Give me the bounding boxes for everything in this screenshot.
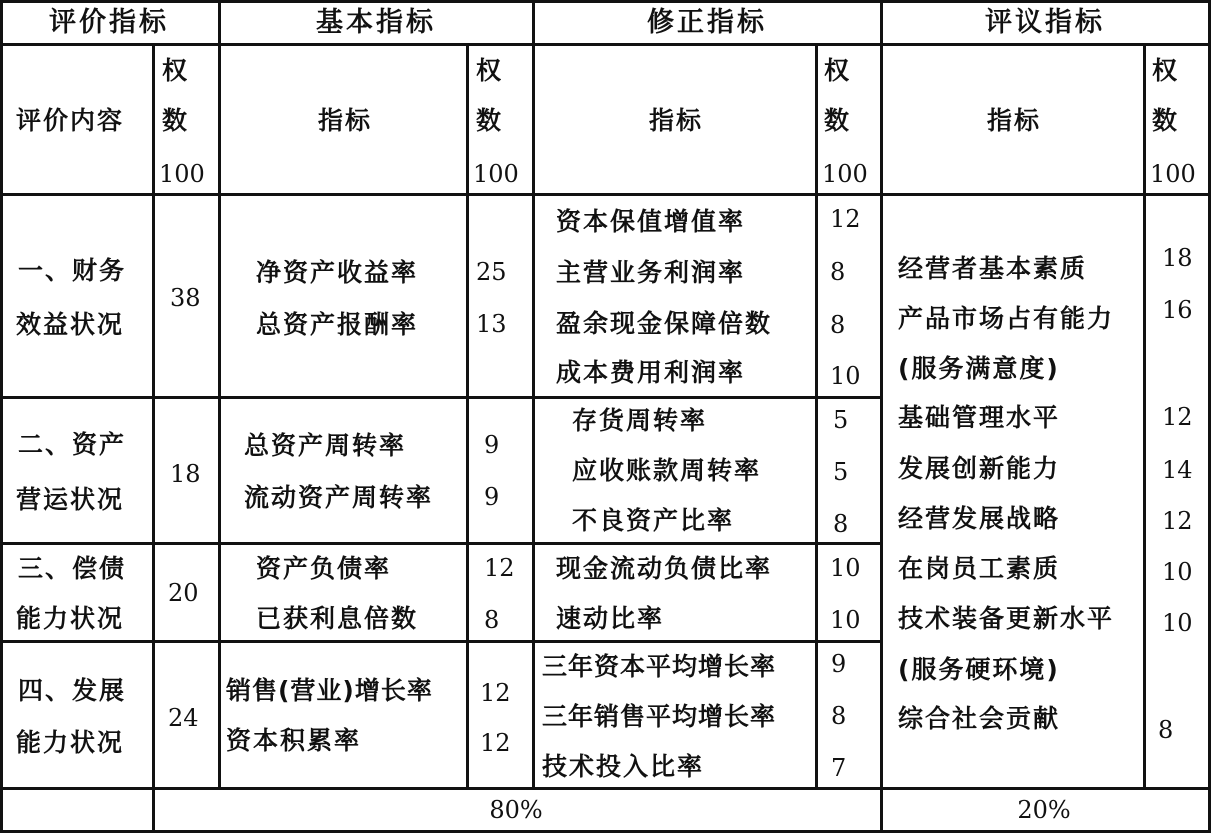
basic-indicator-weight: 12	[480, 679, 511, 707]
revised-indicator-weight: 5	[833, 406, 849, 434]
header-evaluation-indicator: 评价指标	[49, 7, 169, 38]
category-weight: 38	[170, 284, 201, 312]
deliberation-indicator-name: 产品市场占有能力	[898, 304, 1115, 333]
revised-indicator-weight: 9	[831, 650, 847, 678]
rule-left	[0, 0, 3, 833]
rule-footer	[0, 787, 1211, 790]
rule-col-3	[466, 43, 469, 787]
rule-row-1	[0, 396, 882, 399]
category-label: 一、财务	[18, 256, 127, 285]
deliberation-indicator-name: 基础管理水平	[898, 403, 1061, 432]
quantitative-share: 80%	[489, 796, 543, 824]
deliberation-indicator-name: (服务硬环境)	[898, 655, 1060, 684]
basic-indicator-weight: 13	[476, 310, 507, 338]
category-weight: 18	[170, 460, 201, 488]
revised-indicator-name: 三年销售平均增长率	[542, 702, 777, 731]
revised-indicator-name: 三年资本平均增长率	[542, 652, 777, 681]
basic-indicator-weight: 25	[476, 258, 507, 286]
basic-indicator-name: 已获利息倍数	[256, 604, 419, 633]
subheader-weight-char: 权	[1152, 56, 1180, 85]
deliberation-indicator-name: 经营发展战略	[898, 504, 1061, 533]
rule-header	[0, 43, 1211, 46]
deliberation-indicator-name: 经营者基本素质	[898, 254, 1088, 283]
revised-indicator-name: 应收账款周转率	[572, 456, 762, 485]
category-label: 四、发展	[18, 676, 127, 705]
subheader-revised-indicator: 指标	[648, 106, 704, 135]
deliberation-indicator-name: 发展创新能力	[898, 454, 1061, 483]
category-label: 营运状况	[16, 485, 125, 514]
revised-indicator-weight: 7	[831, 754, 847, 782]
subheader-weight-char: 权	[476, 56, 504, 85]
rule-col-1	[152, 43, 155, 833]
basic-indicator-weight: 12	[480, 729, 511, 757]
rule-col-7	[1143, 43, 1146, 787]
revised-indicator-name: 盈余现金保障倍数	[556, 309, 773, 338]
rule-col-4	[532, 0, 535, 787]
category-weight: 20	[168, 579, 199, 607]
deliberation-indicator-weight: 12	[1162, 403, 1193, 431]
basic-indicator-weight: 9	[484, 483, 500, 511]
deliberation-indicator-weight: 12	[1162, 507, 1193, 535]
revised-indicator-weight: 8	[830, 258, 846, 286]
revised-indicator-weight: 8	[830, 311, 846, 339]
basic-indicator-name: 总资产周转率	[244, 431, 407, 460]
header-basic-indicator: 基本指标	[316, 7, 436, 38]
rule-row-3	[0, 640, 882, 643]
revised-indicator-name: 速动比率	[556, 604, 665, 633]
subheader-weight-total: 100	[159, 160, 205, 188]
rule-col-6	[880, 0, 883, 833]
category-label: 能力状况	[16, 728, 125, 757]
revised-indicator-name: 技术投入比率	[542, 752, 705, 781]
revised-indicator-weight: 10	[830, 606, 861, 634]
rule-col-2	[218, 0, 221, 787]
revised-indicator-weight: 8	[831, 702, 847, 730]
revised-indicator-weight: 5	[833, 458, 849, 486]
subheader-deliberation-indicator: 指标	[986, 106, 1042, 135]
basic-indicator-weight: 8	[484, 606, 500, 634]
subheader-weight-char: 数	[162, 106, 190, 135]
basic-indicator-weight: 12	[484, 554, 515, 582]
deliberation-indicator-weight: 18	[1162, 244, 1193, 272]
category-label: 能力状况	[16, 604, 125, 633]
basic-indicator-name: 销售(营业)增长率	[226, 676, 433, 705]
subheader-weight-char: 权	[824, 56, 852, 85]
subheader-weight-total: 100	[822, 160, 868, 188]
rule-col-5	[815, 43, 818, 787]
basic-indicator-name: 资产负债率	[256, 554, 392, 583]
subheader-evaluation-content: 评价内容	[16, 106, 125, 135]
qualitative-share: 20%	[1017, 796, 1071, 824]
deliberation-indicator-weight: 14	[1162, 456, 1193, 484]
revised-indicator-name: 存货周转率	[572, 406, 708, 435]
deliberation-indicator-name: 综合社会贡献	[898, 704, 1061, 733]
revised-indicator-weight: 12	[830, 205, 861, 233]
category-label: 三、偿债	[18, 554, 127, 583]
basic-indicator-name: 总资产报酬率	[256, 310, 419, 339]
revised-indicator-weight: 8	[833, 510, 849, 538]
revised-indicator-name: 现金流动负债比率	[556, 554, 773, 583]
deliberation-indicator-name: (服务满意度)	[898, 354, 1060, 383]
basic-indicator-name: 流动资产周转率	[244, 483, 434, 512]
deliberation-indicator-weight: 16	[1162, 296, 1193, 324]
revised-indicator-weight: 10	[830, 362, 861, 390]
revised-indicator-name: 成本费用利润率	[556, 358, 746, 387]
subheader-weight-char: 数	[824, 106, 852, 135]
category-label: 效益状况	[16, 310, 125, 339]
subheader-weight-total: 100	[473, 160, 519, 188]
basic-indicator-name: 资本积累率	[226, 726, 362, 755]
subheader-basic-indicator: 指标	[317, 106, 373, 135]
subheader-weight-char: 数	[476, 106, 504, 135]
deliberation-indicator-weight: 10	[1162, 558, 1193, 586]
subheader-weight-total: 100	[1150, 160, 1196, 188]
rule-row-2	[0, 542, 882, 545]
rule-subheader	[0, 193, 1211, 196]
category-weight: 24	[168, 704, 199, 732]
header-revised-indicator: 修正指标	[647, 7, 767, 38]
revised-indicator-weight: 10	[830, 554, 861, 582]
subheader-weight-char: 权	[162, 56, 190, 85]
revised-indicator-name: 不良资产比率	[572, 506, 735, 535]
revised-indicator-name: 主营业务利润率	[556, 258, 746, 287]
revised-indicator-name: 资本保值增值率	[556, 207, 746, 236]
deliberation-indicator-weight: 8	[1158, 716, 1174, 744]
basic-indicator-name: 净资产收益率	[256, 258, 419, 287]
subheader-weight-char: 数	[1152, 106, 1180, 135]
header-deliberation-indicator: 评议指标	[985, 7, 1105, 38]
rule-top	[0, 0, 1211, 3]
category-label: 二、资产	[18, 430, 127, 459]
deliberation-indicator-weight: 10	[1162, 609, 1193, 637]
basic-indicator-weight: 9	[484, 431, 500, 459]
deliberation-indicator-name: 在岗员工素质	[898, 554, 1061, 583]
deliberation-indicator-name: 技术装备更新水平	[898, 604, 1115, 633]
